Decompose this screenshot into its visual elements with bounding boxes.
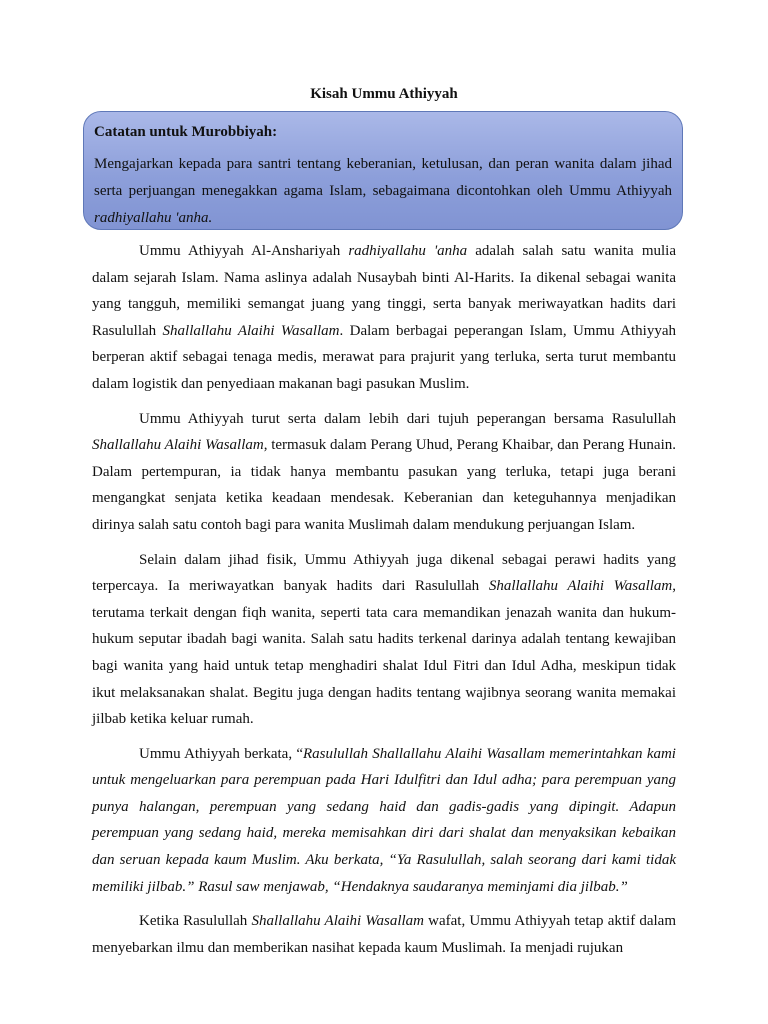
p2-text-c: , termasuk dalam Perang Uhud, Perang Khaibar, dan Perang Hunain. Dalam pertempuran, ia tidak hanya membantu pasukan yang terluka, tetapi juga berani mengangkat senjata ketika keadaan mendesak. Keberanian dan keteguhannya menjadikan dirinya salah satu contoh bagi para wanita Muslimah dalam mendukung perjuangan Islam. bbox=[92, 437, 677, 533]
p2-text-a: Ummu Athiyyah turut serta dalam lebih dari tujuh peperangan bersama Rasulullah bbox=[139, 410, 676, 427]
p5-text-b: Shallallahu Alaihi Wasallam bbox=[251, 913, 424, 930]
p1-text-c: adalah salah satu wanita mulia dalam sejarah Islam. Nama aslinya adalah Nusaybah binti Al-Harits. Ia dikenal sebagai wanita yang tangguh, memiliki semangat juang yang tinggi, serta banyak meriwayatkan hadits dari Rasulullah bbox=[92, 243, 676, 339]
paragraph-4 bbox=[92, 741, 676, 901]
p1-text-d: Shallallahu Alaihi Wasallam bbox=[162, 322, 340, 339]
p2-text-b: Shallallahu Alaihi Wasallam bbox=[92, 437, 264, 454]
p3-text-a: Selain dalam jihad fisik, Ummu Athiyyah juga dikenal sebagai perawi hadits yang terpercaya. Ia meriwayatkan banyak hadits dari Rasulullah bbox=[92, 551, 676, 595]
murobbiyah-note-box bbox=[83, 111, 683, 230]
p3-text-c: , terutama terkait dengan fiqh wanita, seperti tata cara memandikan jenazah wanita dan hukum-hukum seputar ibadah bagi wanita. Salah satu hadits terkenal darinya adalah tentang kewajiban bagi wanita yang haid untuk tetap menghadiri shalat Idul Fitri dan Idul Adha, meskipun tidak ikut melaksanakan shalat. Begitu juga dengan hadits tentang wajibnya seorang wanita memakai jilbab ketika keluar rumah. bbox=[92, 578, 676, 728]
note-text-italic: radhiyallahu 'anha. bbox=[94, 210, 213, 226]
p1-text-b: radhiyallahu 'anha bbox=[348, 243, 468, 259]
note-text bbox=[94, 151, 672, 232]
paragraph-5 bbox=[92, 908, 676, 961]
p3-text-b: Shallallahu Alaihi Wasallam bbox=[488, 578, 673, 595]
note-heading: Catatan untuk Murobbiyah: bbox=[94, 124, 278, 140]
p4-text-a: Ummu Athiyyah berkata, “ bbox=[139, 745, 303, 762]
story-body bbox=[92, 238, 676, 969]
note-text-main: Mengajarkan kepada para santri tentang keberanian, ketulusan, dan peran wanita dalam jihad serta perjuangan menegakkan agama Islam, sebagaimana dicontohkan oleh Ummu Athiyyah bbox=[94, 156, 672, 199]
p5-text-a: Ketika Rasulullah bbox=[139, 913, 252, 930]
document-title: Kisah Ummu Athiyyah bbox=[310, 86, 458, 102]
paragraph-3 bbox=[92, 547, 676, 733]
p4-text-b: Rasulullah Shallallahu Alaihi Wasallam memerintahkan kami untuk mengeluarkan para perempuan pada Hari Idulfitri dan Idul adha; para perempuan yang punya halangan, perempuan yang sedang haid dan gadis-gadis yang dipingit. Adapun perempuan yang sedang haid, mereka memisahkan diri dari shalat dan menyaksikan kebaikan dan seruan kepada kaum Muslim. Aku berkata, “Ya Rasulullah, salah seorang dari kami tidak memiliki jilbab.” Rasul saw menjawab, “Hendaknya saudaranya meminjami dia jilbab.” bbox=[92, 745, 676, 895]
paragraph-2 bbox=[92, 406, 676, 539]
paragraph-1 bbox=[92, 238, 676, 398]
p1-text-a: Ummu Athiyyah Al-Anshariyah bbox=[139, 243, 349, 259]
p5-text-c: wafat, Ummu Athiyyah tetap aktif dalam menyebarkan ilmu dan memberikan nasihat kepada kaum Muslimah. Ia menjadi rujukan bbox=[92, 913, 676, 956]
p1-text-e: . Dalam berbagai peperangan Islam, Ummu Athiyyah berperan aktif sebagai tenaga medis, merawat para prajurit yang terluka, serta turut membantu dalam logistik dan penyediaan makanan bagi pasukan Muslim. bbox=[92, 322, 676, 392]
